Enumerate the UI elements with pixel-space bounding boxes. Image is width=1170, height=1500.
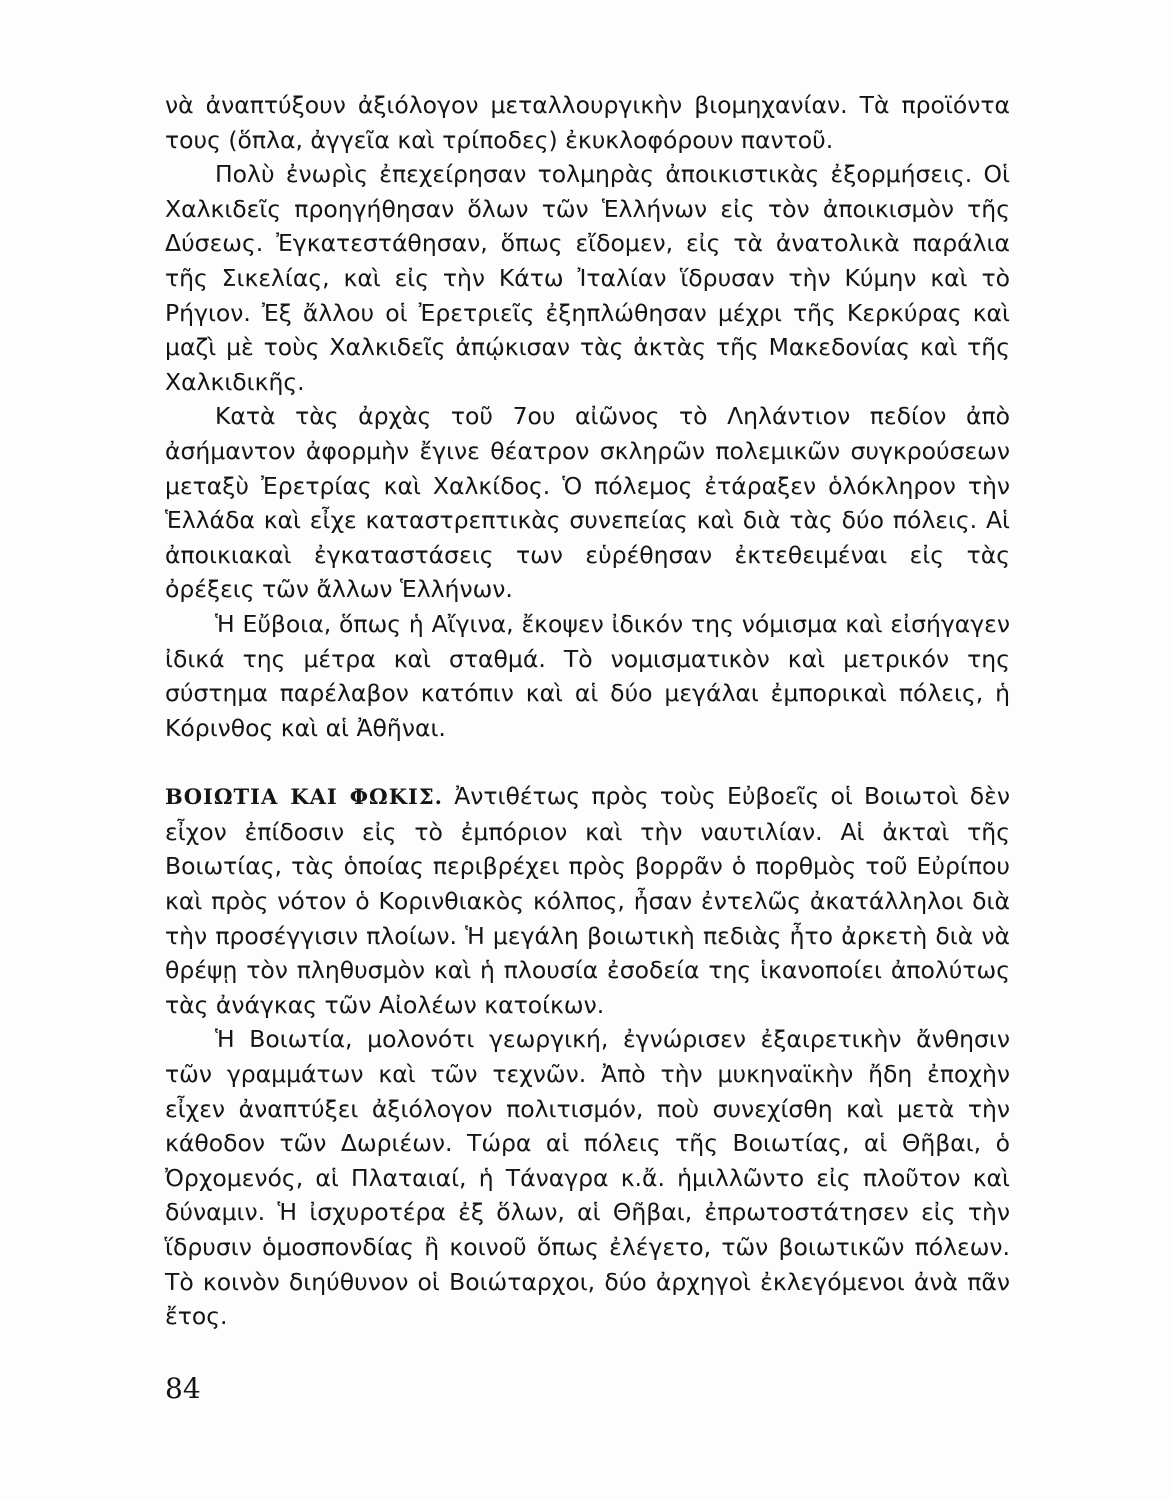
paragraph-3: Κατὰ τὰς ἀρχὰς τοῦ 7ου αἰῶνος τὸ Ληλάντιον πεδίον ἀπὸ ἀσήμαντον ἀφορμὴν ἔγινε θέατρον σκληρῶν πολεμικῶν συγκρούσεων μεταξὺ Ἐρετρίας καὶ Χαλκίδος. Ὁ πόλεμος ἐτάραξεν ὁλόκληρον τὴν Ἑλλάδα καὶ εἶχε καταστρεπτικὰς συνεπείας καὶ διὰ τὰς δύο πόλεις. Αἱ ἀποικιακαὶ ἐγκαταστάσεις των εὑρέθησαν ἐκτεθειμέναι εἰς τὰς ὀρέξεις τῶν ἄλλων Ἑλλήνων. <box>165 402 1010 604</box>
paragraph-5-text: Ἀντιθέτως πρὸς τοὺς Εὐβοεῖς οἱ Βοιωτοὶ δὲν εἶχον ἐπίδοσιν εἰς τὸ ἐμπόριον καὶ τὴν ναυτιλίαν. Αἱ ἀκταὶ τῆς Βοιωτίας, τὰς ὁποίας περιβρέχει πρὸς βορρᾶν ὁ πορθμὸς τοῦ Εὐρίπου καὶ πρὸς νότον ὁ Κορινθιακὸς κόλπος, ἦσαν ἐντελῶς ἀκατάλληλοι διὰ τὴν προσέγγισιν πλοίων. Ἡ μεγάλη βοιωτικὴ πεδιὰς ἦτο ἀρκετὴ διὰ νὰ θρέψῃ τὸν πληθυσμὸν καὶ ἡ πλουσία ἐσοδεία της ἱκανοποίει ἀπολύτως τὰς ἀνάγκας τῶν Αἰολέων κατοίκων. <box>165 782 1010 1019</box>
body-text <box>165 88 1010 1334</box>
section-heading: ΒΟΙΩΤΙΑ ΚΑΙ ΦΩΚΙΣ. <box>165 784 443 810</box>
paragraph-4: Ἡ Εὔβοια, ὅπως ἡ Αἴγινα, ἔκοψεν ἰδικόν της νόμισμα καὶ εἰσήγαγεν ἰδικά της μέτρα καὶ σταθμά. Τὸ νομισματικὸν καὶ μετρικόν της σύστημα παρέλαβον κατόπιν καὶ αἱ δύο μεγάλαι ἐμπορικαὶ πόλεις, ἡ Κόρινθος καὶ αἱ Ἀθῆναι. <box>165 609 1010 742</box>
paragraph-5 <box>165 779 1010 1022</box>
page-number: 84 <box>165 1372 201 1405</box>
paragraph-1: νὰ ἀναπτύξουν ἀξιόλογον μεταλλουργικὴν βιομηχανίαν. Τὰ προϊόντα τους (ὅπλα, ἀγγεῖα καὶ τρίποδες) ἐκυκλοφόρουν παντοῦ. <box>165 91 1010 154</box>
paragraph-2: Πολὺ ἐνωρὶς ἐπεχείρησαν τολμηρὰς ἀποικιστικὰς ἐξορμήσεις. Οἱ Χαλκιδεῖς προηγήθησαν ὅλων τῶν Ἑλλήνων εἰς τὸν ἀποικισμὸν τῆς Δύσεως. Ἐγκατεστάθησαν, ὅπως εἴδομεν, εἰς τὰ ἀνατολικὰ παράλια τῆς Σικελίας, καὶ εἰς τὴν Κάτω Ἰταλίαν ἵδρυσαν τὴν Κύμην καὶ τὸ Ρήγιον. Ἐξ ἄλλου οἱ Ἐρετριεῖς ἐξηπλώθησαν μέχρι τῆς Κερκύρας καὶ μαζὶ μὲ τοὺς Χαλκιδεῖς ἀπῴκισαν τὰς ἀκτὰς τῆς Μακεδονίας καὶ τῆς Χαλκιδικῆς. <box>165 160 1010 396</box>
paragraph-6: Ἡ Βοιωτία, μολονότι γεωργική, ἐγνώρισεν ἐξαιρετικὴν ἄνθησιν τῶν γραμμάτων καὶ τῶν τεχνῶν. Ἀπὸ τὴν μυκηναϊκὴν ἤδη ἐποχὴν εἶχεν ἀναπτύξει ἀξιόλογον πολιτισμόν, ποὺ συνεχίσθη καὶ μετὰ τὴν κάθοδον τῶν Δωριέων. Τώρα αἱ πόλεις τῆς Βοιωτίας, αἱ Θῆβαι, ὁ Ὀρχομενός, αἱ Πλαταιαί, ἡ Τάναγρα κ.ἄ. ἡμιλλῶντο εἰς πλοῦτον καὶ δύναμιν. Ἡ ἰσχυροτέρα ἐξ ὅλων, αἱ Θῆβαι, ἐπρωτοστάτησεν εἰς τὴν ἵδρυσιν ὁμοσπονδίας ἢ κοινοῦ ὅπως ἐλέγετο, τῶν βοιωτικῶν πόλεων. Τὸ κοινὸν διηύθυνον οἱ Βοιώταρχοι, δύο ἀρχηγοὶ ἐκλεγόμενοι ἀνὰ πᾶν ἔτος. <box>165 1025 1010 1331</box>
